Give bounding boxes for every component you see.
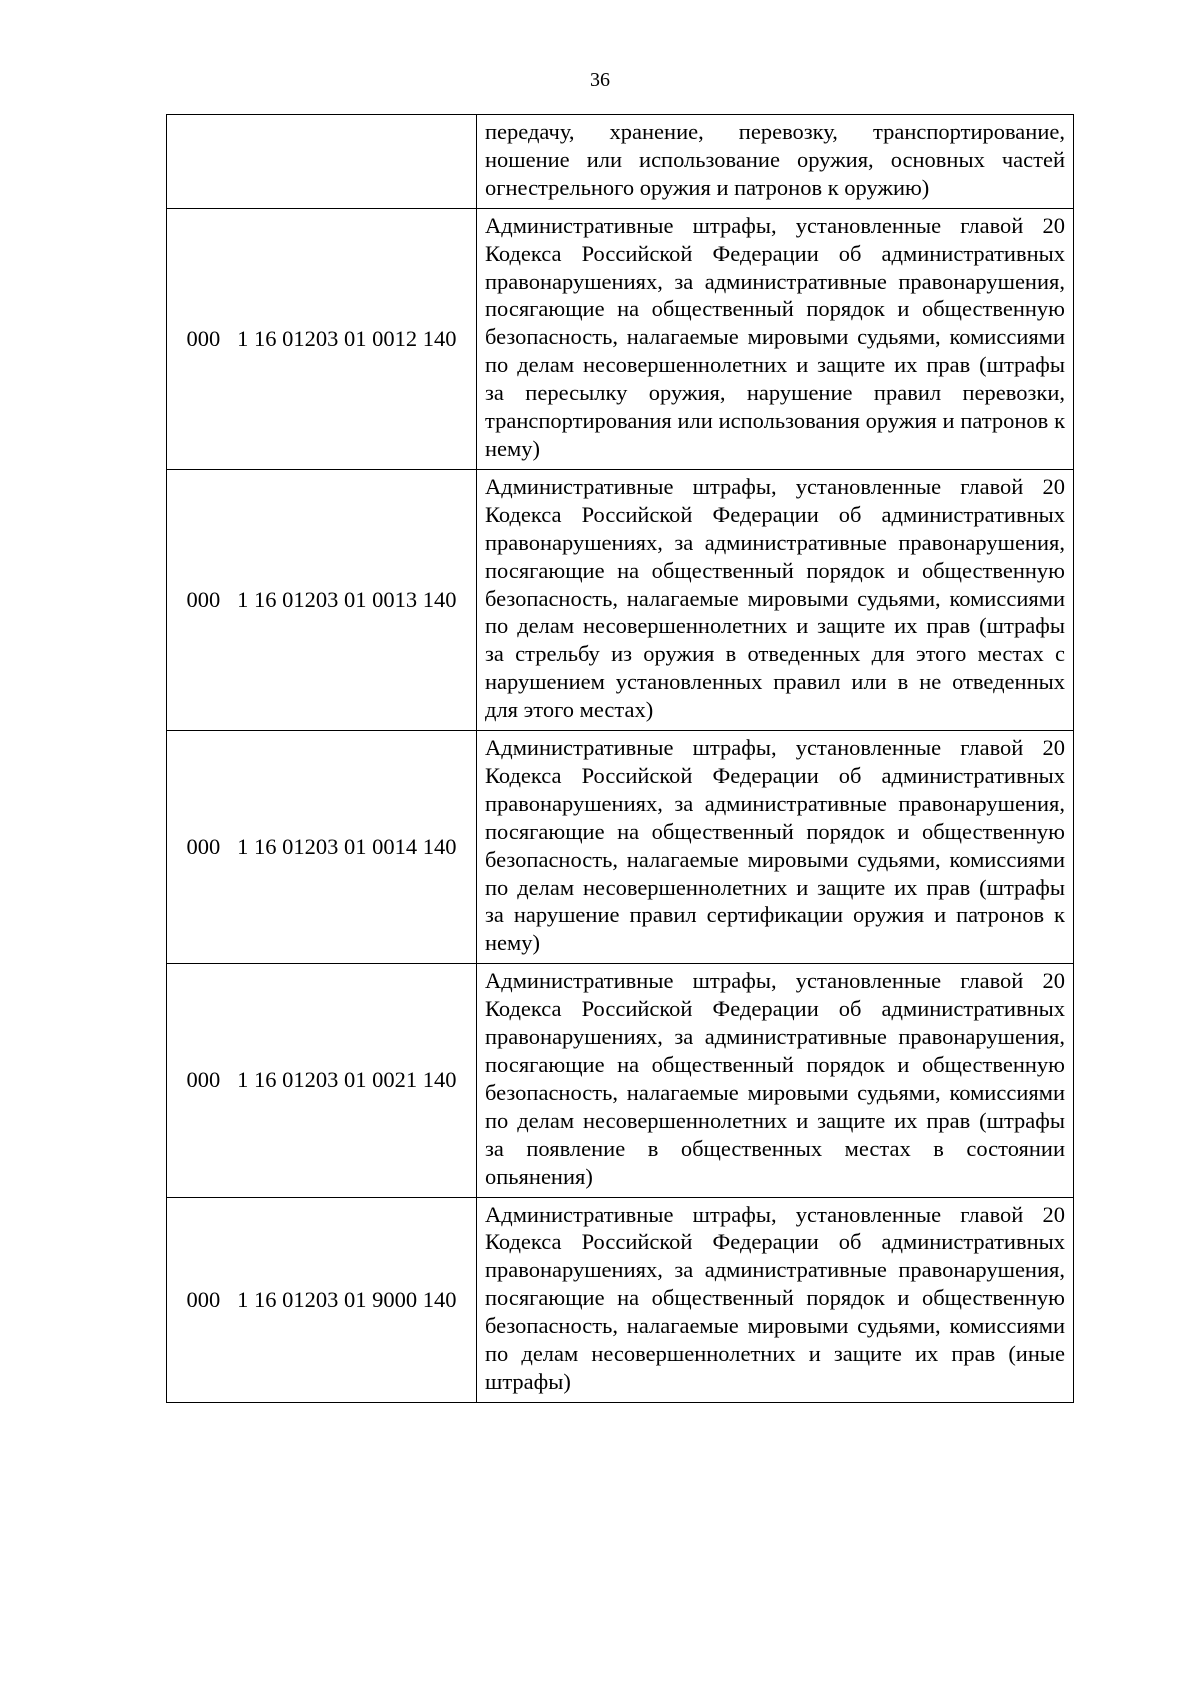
table-row — [167, 1197, 1074, 1402]
table-row — [167, 208, 1074, 469]
description-cell: Административные штрафы, установленные главой 20 Кодекса Российской Федерации об административных правонарушениях, за административные правонарушения, посягающие на общественный порядок и общественную безопасность, налагаемые мировыми судьями, комиссиями по делам несовершеннолетних и защите их прав (штрафы за стрельбу из оружия в отведенных для этого местах с нарушением установленных правил или в не отведенных для этого местах) — [477, 469, 1074, 730]
page-number: 36 — [590, 69, 610, 91]
budget-code-cell — [167, 115, 477, 209]
table-row — [167, 731, 1074, 964]
description-cell: Административные штрафы, установленные главой 20 Кодекса Российской Федерации об административных правонарушениях, за административные правонарушения, посягающие на общественный порядок и общественную безопасность, налагаемые мировыми судьями, комиссиями по делам несовершеннолетних и защите их прав (штрафы за появление в общественных местах в состоянии опьянения) — [477, 964, 1074, 1197]
description-cell: передачу, хранение, перевозку, транспортирование, ношение или использование оружия, основных частей огнестрельного оружия и патронов к оружию) — [477, 115, 1074, 209]
description-cell: Административные штрафы, установленные главой 20 Кодекса Российской Федерации об административных правонарушениях, за административные правонарушения, посягающие на общественный порядок и общественную безопасность, налагаемые мировыми судьями, комиссиями по делам несовершеннолетних и защите их прав (иные штрафы) — [477, 1197, 1074, 1402]
description-cell: Административные штрафы, установленные главой 20 Кодекса Российской Федерации об административных правонарушениях, за административные правонарушения, посягающие на общественный порядок и общественную безопасность, налагаемые мировыми судьями, комиссиями по делам несовершеннолетних и защите их прав (штрафы за пересылку оружия, нарушение правил перевозки, транспортирования или использования оружия и патронов к нему) — [477, 208, 1074, 469]
budget-code-cell: 000 1 16 01203 01 0013 140 — [167, 469, 477, 730]
table-row — [167, 469, 1074, 730]
budget-code-cell: 000 1 16 01203 01 0012 140 — [167, 208, 477, 469]
budget-code-cell: 000 1 16 01203 01 0014 140 — [167, 731, 477, 964]
table-row — [167, 964, 1074, 1197]
budget-codes-table — [166, 114, 1074, 1403]
budget-code-cell: 000 1 16 01203 01 0021 140 — [167, 964, 477, 1197]
budget-code-cell: 000 1 16 01203 01 9000 140 — [167, 1197, 477, 1402]
description-cell: Административные штрафы, установленные главой 20 Кодекса Российской Федерации об административных правонарушениях, за административные правонарушения, посягающие на общественный порядок и общественную безопасность, налагаемые мировыми судьями, комиссиями по делам несовершеннолетних и защите их прав (штрафы за нарушение правил сертификации оружия и патронов к нему) — [477, 731, 1074, 964]
table-row — [167, 115, 1074, 209]
